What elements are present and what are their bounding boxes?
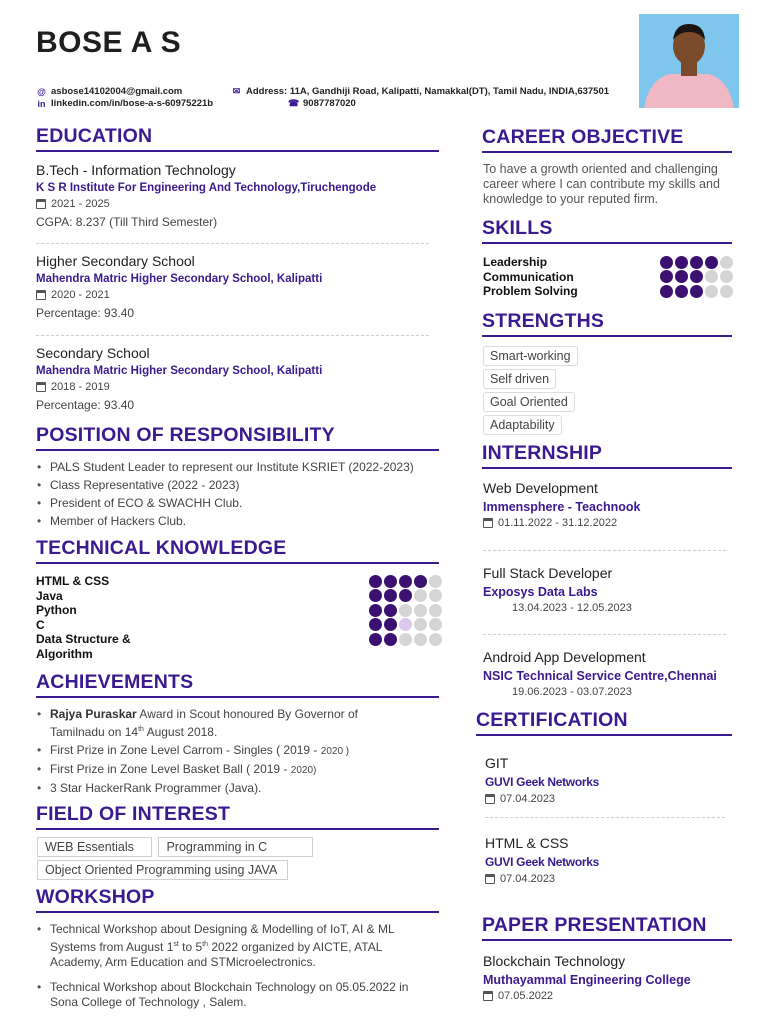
calendar-icon (485, 794, 495, 804)
strength-tag: Adaptability (483, 415, 562, 435)
internship-title: INTERNSHIP (482, 442, 732, 469)
tech-label: Python (36, 603, 77, 618)
rating-dot (369, 618, 382, 631)
rating-dot (690, 285, 703, 298)
linkedin-icon: in (37, 98, 46, 109)
tech-row (36, 632, 442, 647)
cert-org: GUVI Geek Networks (485, 775, 599, 789)
date-row (485, 793, 725, 805)
address-contact (231, 86, 609, 97)
date-row (483, 686, 738, 698)
rating-dot (414, 604, 427, 617)
item-text: Academy, Arm Education and STMicroelectronics. (50, 955, 316, 969)
internship-item (483, 565, 733, 614)
date-row (36, 289, 322, 301)
rating-dot (369, 633, 382, 646)
certification-title: CERTIFICATION (476, 709, 732, 736)
rating-dots (660, 270, 733, 283)
score: Percentage: 93.40 (36, 306, 135, 320)
strengths-title: STRENGTHS (482, 310, 732, 337)
certification-item (485, 755, 725, 805)
date-text: 07.05.2022 (498, 990, 554, 1002)
date-text: 01.11.2022 - 31.12.2022 (498, 517, 618, 529)
rating-dot (690, 256, 703, 269)
cert-name: GIT (485, 755, 509, 771)
date-text: 19.06.2023 - 03.07.2023 (512, 686, 632, 698)
list-item (37, 762, 437, 778)
skills-title: SKILLS (482, 217, 732, 244)
cert-org: GUVI Geek Networks (485, 855, 599, 869)
institution: Mahendra Matric Higher Secondary School, Kalipatti (36, 365, 323, 377)
rating-dot (399, 604, 412, 617)
date-text: 2020 - 2021 (51, 289, 110, 301)
superscript: th (138, 726, 144, 733)
item-text: 2020 ) (320, 746, 350, 757)
internship-company: Exposys Data Labs (483, 585, 598, 599)
rating-dots (369, 589, 442, 602)
rating-dot (429, 589, 442, 602)
list-item: • President of ECO & SWACHH Club. (37, 496, 437, 511)
calendar-icon (36, 382, 46, 392)
rating-dots (369, 604, 442, 617)
email-at-icon: @ (37, 86, 46, 97)
divider (36, 243, 429, 244)
calendar-icon (485, 874, 495, 884)
rating-dot (660, 285, 673, 298)
date-row (483, 602, 733, 614)
date-row (36, 198, 376, 210)
skill-label: Problem Solving (483, 284, 578, 299)
workshop-list (37, 922, 437, 1013)
award-name: Rajya Puraskar (50, 707, 137, 721)
score: Percentage: 93.40 (36, 398, 135, 412)
tech-label: HTML & CSS (36, 574, 110, 589)
tech-label: Algorithm (36, 646, 93, 661)
address-text: Address: 11A, Gandhiji Road, Kalipatti, Namakkal(DT), Tamil Nadu, INDIA,637501 (246, 86, 610, 97)
item-text: to 5 (178, 940, 203, 954)
score: CGPA: 8.237 (Till Third Semester) (36, 215, 218, 229)
paper-item (483, 953, 733, 1002)
person-photo-icon (639, 14, 739, 108)
rating-dots (369, 633, 442, 646)
rating-dot (675, 256, 688, 269)
certification-item (485, 835, 725, 885)
internship-role: Android App Development (483, 649, 646, 665)
rating-dot (399, 575, 412, 588)
rating-dot (705, 270, 718, 283)
list-item: • 3 Star HackerRank Programmer (Java). (37, 781, 437, 796)
candidate-name: BOSE A S (36, 26, 182, 59)
profile-photo (639, 14, 739, 108)
item-text: Systems from August 1 (50, 940, 174, 954)
institution: K S R Institute For Engineering And Technology,Tiruchengode (36, 182, 377, 194)
list-item (37, 707, 437, 740)
strengths-tags (483, 346, 683, 435)
rating-dots (369, 575, 442, 588)
strength-tag: Self driven (483, 369, 556, 389)
rating-dot (660, 256, 673, 269)
email-contact (36, 86, 182, 97)
rating-dot (429, 575, 442, 588)
phone-text[interactable]: 9087787020 (303, 98, 356, 109)
responsibility-title: POSITION OF RESPONSIBILITY (36, 424, 439, 451)
rating-dot (384, 589, 397, 602)
list-item: • PALS Student Leader to represent our Institute KSRIET (2022-2023) (37, 460, 437, 475)
rating-dot (384, 618, 397, 631)
calendar-icon (36, 290, 46, 300)
education-item-btech (36, 162, 376, 229)
tech-row (36, 574, 442, 589)
interest-tag: Object Oriented Programming using JAVA (37, 860, 288, 880)
date-row (483, 990, 733, 1002)
rating-dot (429, 604, 442, 617)
internship-company: Immensphere - Teachnook (483, 500, 641, 514)
paper-title: PAPER PRESENTATION (482, 914, 732, 941)
interest-title: FIELD OF INTEREST (36, 803, 439, 830)
rating-dot (720, 270, 733, 283)
linkedin-text[interactable]: linkedin.com/in/bose-a-s-60975221b (51, 98, 214, 109)
rating-dot (429, 618, 442, 631)
objective-text: To have a growth oriented and challenging career where I can contribute my skills and knowledge to your reputed firm. (483, 162, 720, 206)
rating-dot (384, 604, 397, 617)
rating-dot (705, 256, 718, 269)
tech-row (36, 589, 442, 604)
rating-dots (660, 256, 733, 269)
interest-tag: WEB Essentials (37, 837, 152, 857)
interest-tag: Programming in C (158, 837, 313, 857)
date-text: 13.04.2023 - 12.05.2023 (512, 602, 632, 614)
rating-dot (705, 285, 718, 298)
achievements-title: ACHIEVEMENTS (36, 671, 439, 698)
phone-icon: ☎ (288, 98, 300, 108)
date-text: 07.04.2023 (500, 873, 556, 885)
tech-label: Data Structure & (36, 632, 131, 647)
item-text: Technical Workshop about Blockchain Technology on 05.05.2022 in (50, 980, 409, 994)
education-title: EDUCATION (36, 125, 439, 152)
rating-dot (720, 285, 733, 298)
strength-tag: Goal Oriented (483, 392, 575, 412)
list-item: • Member of Hackers Club. (37, 514, 437, 529)
item-text: Tamilnadu on 14 (50, 725, 139, 739)
rating-dot (369, 575, 382, 588)
internship-role: Web Development (483, 480, 598, 496)
tech-label: Java (36, 588, 63, 603)
date-row (483, 517, 733, 529)
internship-item (483, 480, 733, 529)
rating-dot (414, 633, 427, 646)
internship-company: NSIC Technical Service Centre,Chennai (483, 669, 717, 683)
paper-name: Blockchain Technology (483, 953, 626, 969)
item-text: 2022 organized by AICTE, ATAL (208, 940, 383, 954)
institution: Mahendra Matric Higher Secondary School, Kalipatti (36, 273, 323, 285)
item-text: First Prize in Zone Level Carrom - Singles ( 2019 - (50, 743, 321, 757)
calendar-icon (36, 199, 46, 209)
skill-row (483, 270, 733, 285)
workshop-title: WORKSHOP (36, 886, 439, 913)
list-item (37, 922, 437, 970)
internship-role: Full Stack Developer (483, 565, 613, 581)
degree: Secondary School (36, 345, 150, 361)
divider (483, 550, 726, 551)
education-item-sslc (36, 345, 322, 412)
divider (483, 634, 726, 635)
rating-dot (369, 604, 382, 617)
degree: B.Tech - Information Technology (36, 162, 236, 178)
strength-tag: Smart-working (483, 346, 578, 366)
tech-row (36, 603, 442, 618)
cert-name: HTML & CSS (485, 835, 569, 851)
superscript: st (173, 941, 179, 948)
calendar-icon (483, 518, 493, 528)
list-item (37, 743, 437, 759)
tech-row (36, 618, 442, 633)
envelope-icon: ✉ (232, 86, 241, 96)
rating-dot (399, 589, 412, 602)
list-item (37, 980, 437, 1010)
achievements-list (37, 707, 437, 799)
rating-dot (720, 256, 733, 269)
rating-dot (414, 589, 427, 602)
item-text: 2020) (290, 765, 317, 776)
skill-label: Communication (483, 269, 574, 284)
technical-title: TECHNICAL KNOWLEDGE (36, 537, 439, 564)
item-text: Sona College of Technology , Salem. (50, 995, 247, 1009)
rating-dot (414, 618, 427, 631)
internship-item (483, 649, 738, 698)
rating-dot (384, 633, 397, 646)
skills-list (483, 255, 733, 299)
rating-dot (660, 270, 673, 283)
technical-list (36, 574, 442, 661)
interest-tags (37, 837, 437, 880)
rating-dot (429, 633, 442, 646)
rating-dot (384, 575, 397, 588)
item-text: First Prize in Zone Level Basket Ball ( 2019 - (50, 762, 291, 776)
skill-row (483, 255, 733, 270)
tech-row (36, 647, 442, 662)
objective-title: CAREER OBJECTIVE (482, 126, 732, 153)
date-text: 07.04.2023 (500, 793, 556, 805)
responsibility-list (37, 460, 437, 532)
date-row (485, 873, 725, 885)
linkedin-contact (36, 98, 213, 109)
divider (485, 817, 725, 818)
rating-dot (690, 270, 703, 283)
divider (36, 335, 429, 336)
rating-dot (675, 270, 688, 283)
date-text: 2021 - 2025 (51, 198, 110, 210)
date-text: 2018 - 2019 (51, 381, 110, 393)
email-text[interactable]: asbose14102004@gmail.com (51, 86, 183, 97)
calendar-icon (483, 991, 493, 1001)
rating-dot (399, 633, 412, 646)
rating-dots (369, 618, 442, 631)
item-text: August 2018. (143, 725, 218, 739)
rating-dot (414, 575, 427, 588)
superscript: th (202, 941, 209, 948)
tech-label: C (36, 617, 45, 632)
rating-dots (660, 285, 733, 298)
date-row (36, 381, 322, 393)
rating-dot (675, 285, 688, 298)
skill-label: Leadership (483, 255, 548, 270)
list-item: • Class Representative (2022 - 2023) (37, 478, 437, 493)
skill-row (483, 284, 733, 299)
phone-contact (288, 98, 356, 109)
rating-dot (369, 589, 382, 602)
item-text: Technical Workshop about Designing & Modelling of IoT, AI & ML (50, 922, 395, 936)
item-text: Award in Scout honoured By Governor of (136, 707, 358, 721)
education-item-hsc (36, 253, 322, 320)
degree: Higher Secondary School (36, 253, 195, 269)
rating-dot (399, 618, 412, 631)
paper-org: Muthayammal Engineering College (483, 973, 691, 987)
